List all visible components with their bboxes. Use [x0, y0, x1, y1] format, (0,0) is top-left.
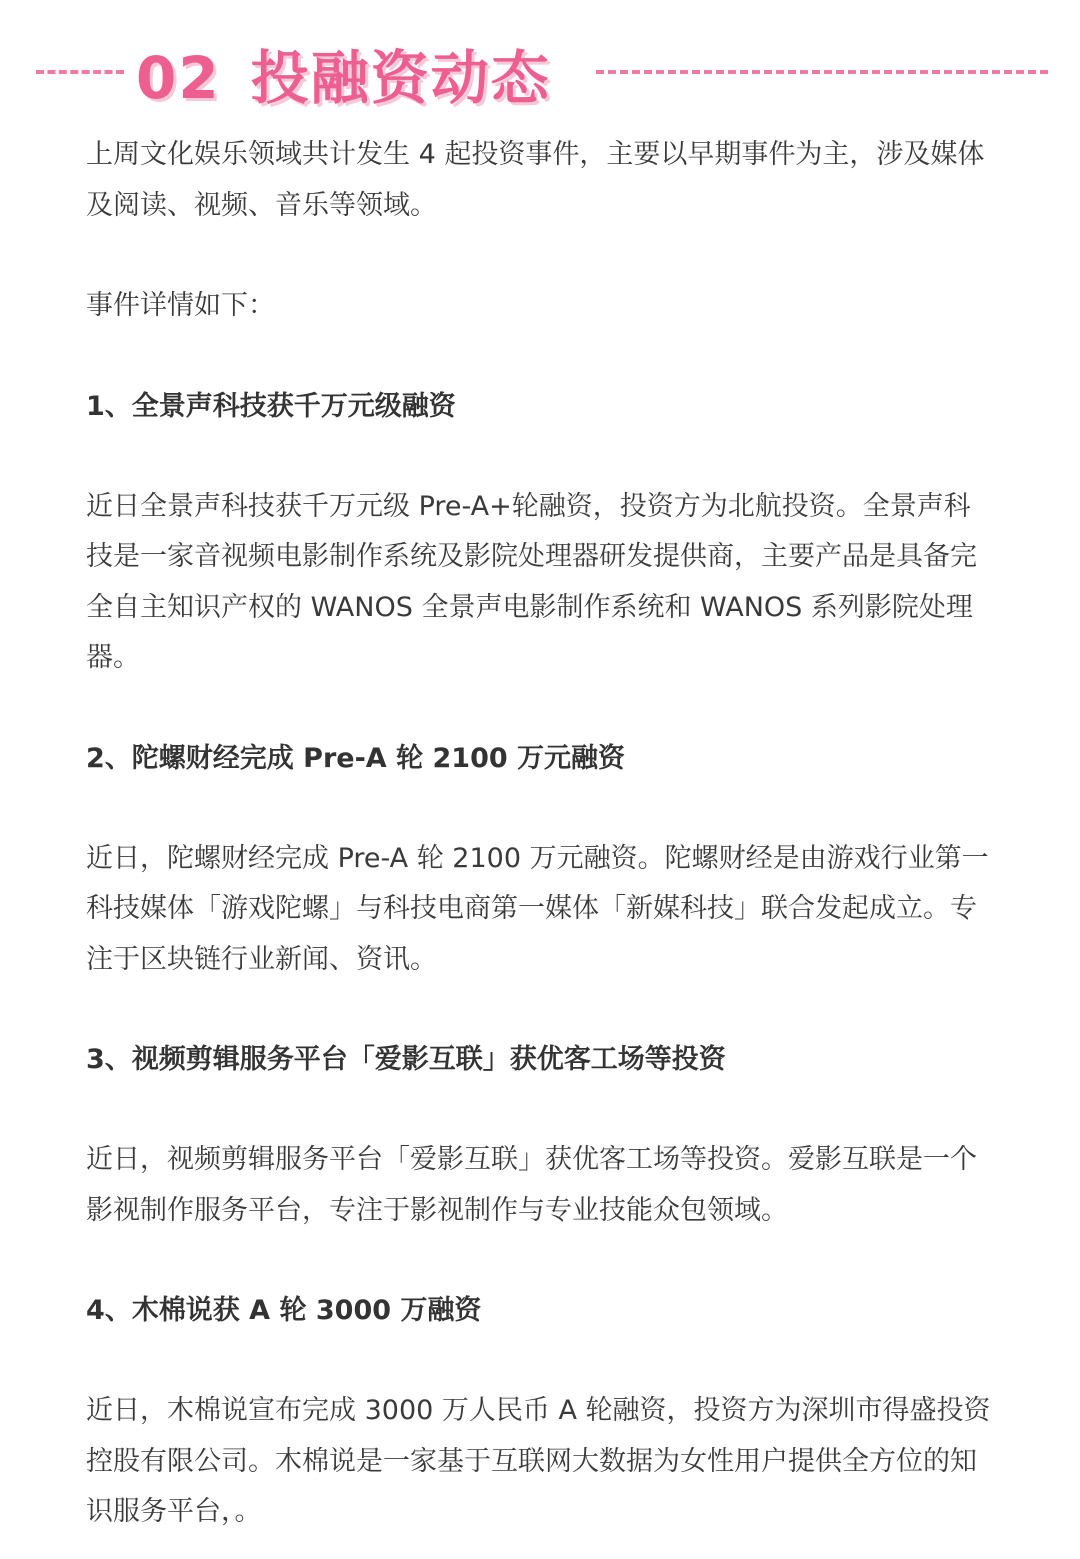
event-title-1: 1、全景声科技获千万元级融资	[86, 390, 456, 422]
header-dash-right	[596, 70, 1048, 74]
event-body-2: 近日，陀螺财经完成 Pre-A 轮 2100 万元融资。陀螺财经是由游戏行业第一科技媒体「游戏陀螺」与科技电商第一媒体「新媒科技」联合发起成立。专注于区块链行业新闻、资讯。	[86, 842, 989, 975]
event-title-2: 2、陀螺财经完成 Pre-A 轮 2100 万元融资	[86, 742, 626, 774]
section-number: 02	[136, 44, 221, 112]
section-title: 投融资动态	[250, 44, 551, 112]
article-body	[86, 130, 996, 1538]
section-heading	[130, 38, 557, 118]
details-label: 事件详情如下：	[86, 290, 275, 321]
event-body-4: 近日，木棉说宣布完成 3000 万人民币 A 轮融资，投资方为深圳市得盛投资控股有限公司。木棉说是一家基于互联网大数据为女性用户提供全方位的知识服务平台，。	[86, 1395, 991, 1527]
event-body-1: 近日全景声科技获千万元级 Pre-A+轮融资，投资方为北航投资。全景声科技是一家音视频电影制作系统及影院处理器研发提供商，主要产品是具备完全自主知识产权的 WANOS 全景声电影制作系统和 WANOS 系列影院处理器。	[86, 490, 977, 673]
event-title-3: 3、视频剪辑服务平台「爱影互联」获优客工场等投资	[86, 1044, 726, 1075]
header-dash-left	[36, 70, 124, 74]
section-header	[0, 38, 1080, 118]
intro-paragraph: 上周文化娱乐领域共计发生 4 起投资事件，主要以早期事件为主，涉及媒体及阅读、视频、音乐等领域。	[86, 139, 985, 221]
event-body-3: 近日，视频剪辑服务平台「爱影互联」获优客工场等投资。爱影互联是一个影视制作服务平台，专注于影视制作与专业技能众包领域。	[86, 1144, 977, 1226]
event-title-4: 4、木棉说获 A 轮 3000 万融资	[86, 1295, 482, 1326]
